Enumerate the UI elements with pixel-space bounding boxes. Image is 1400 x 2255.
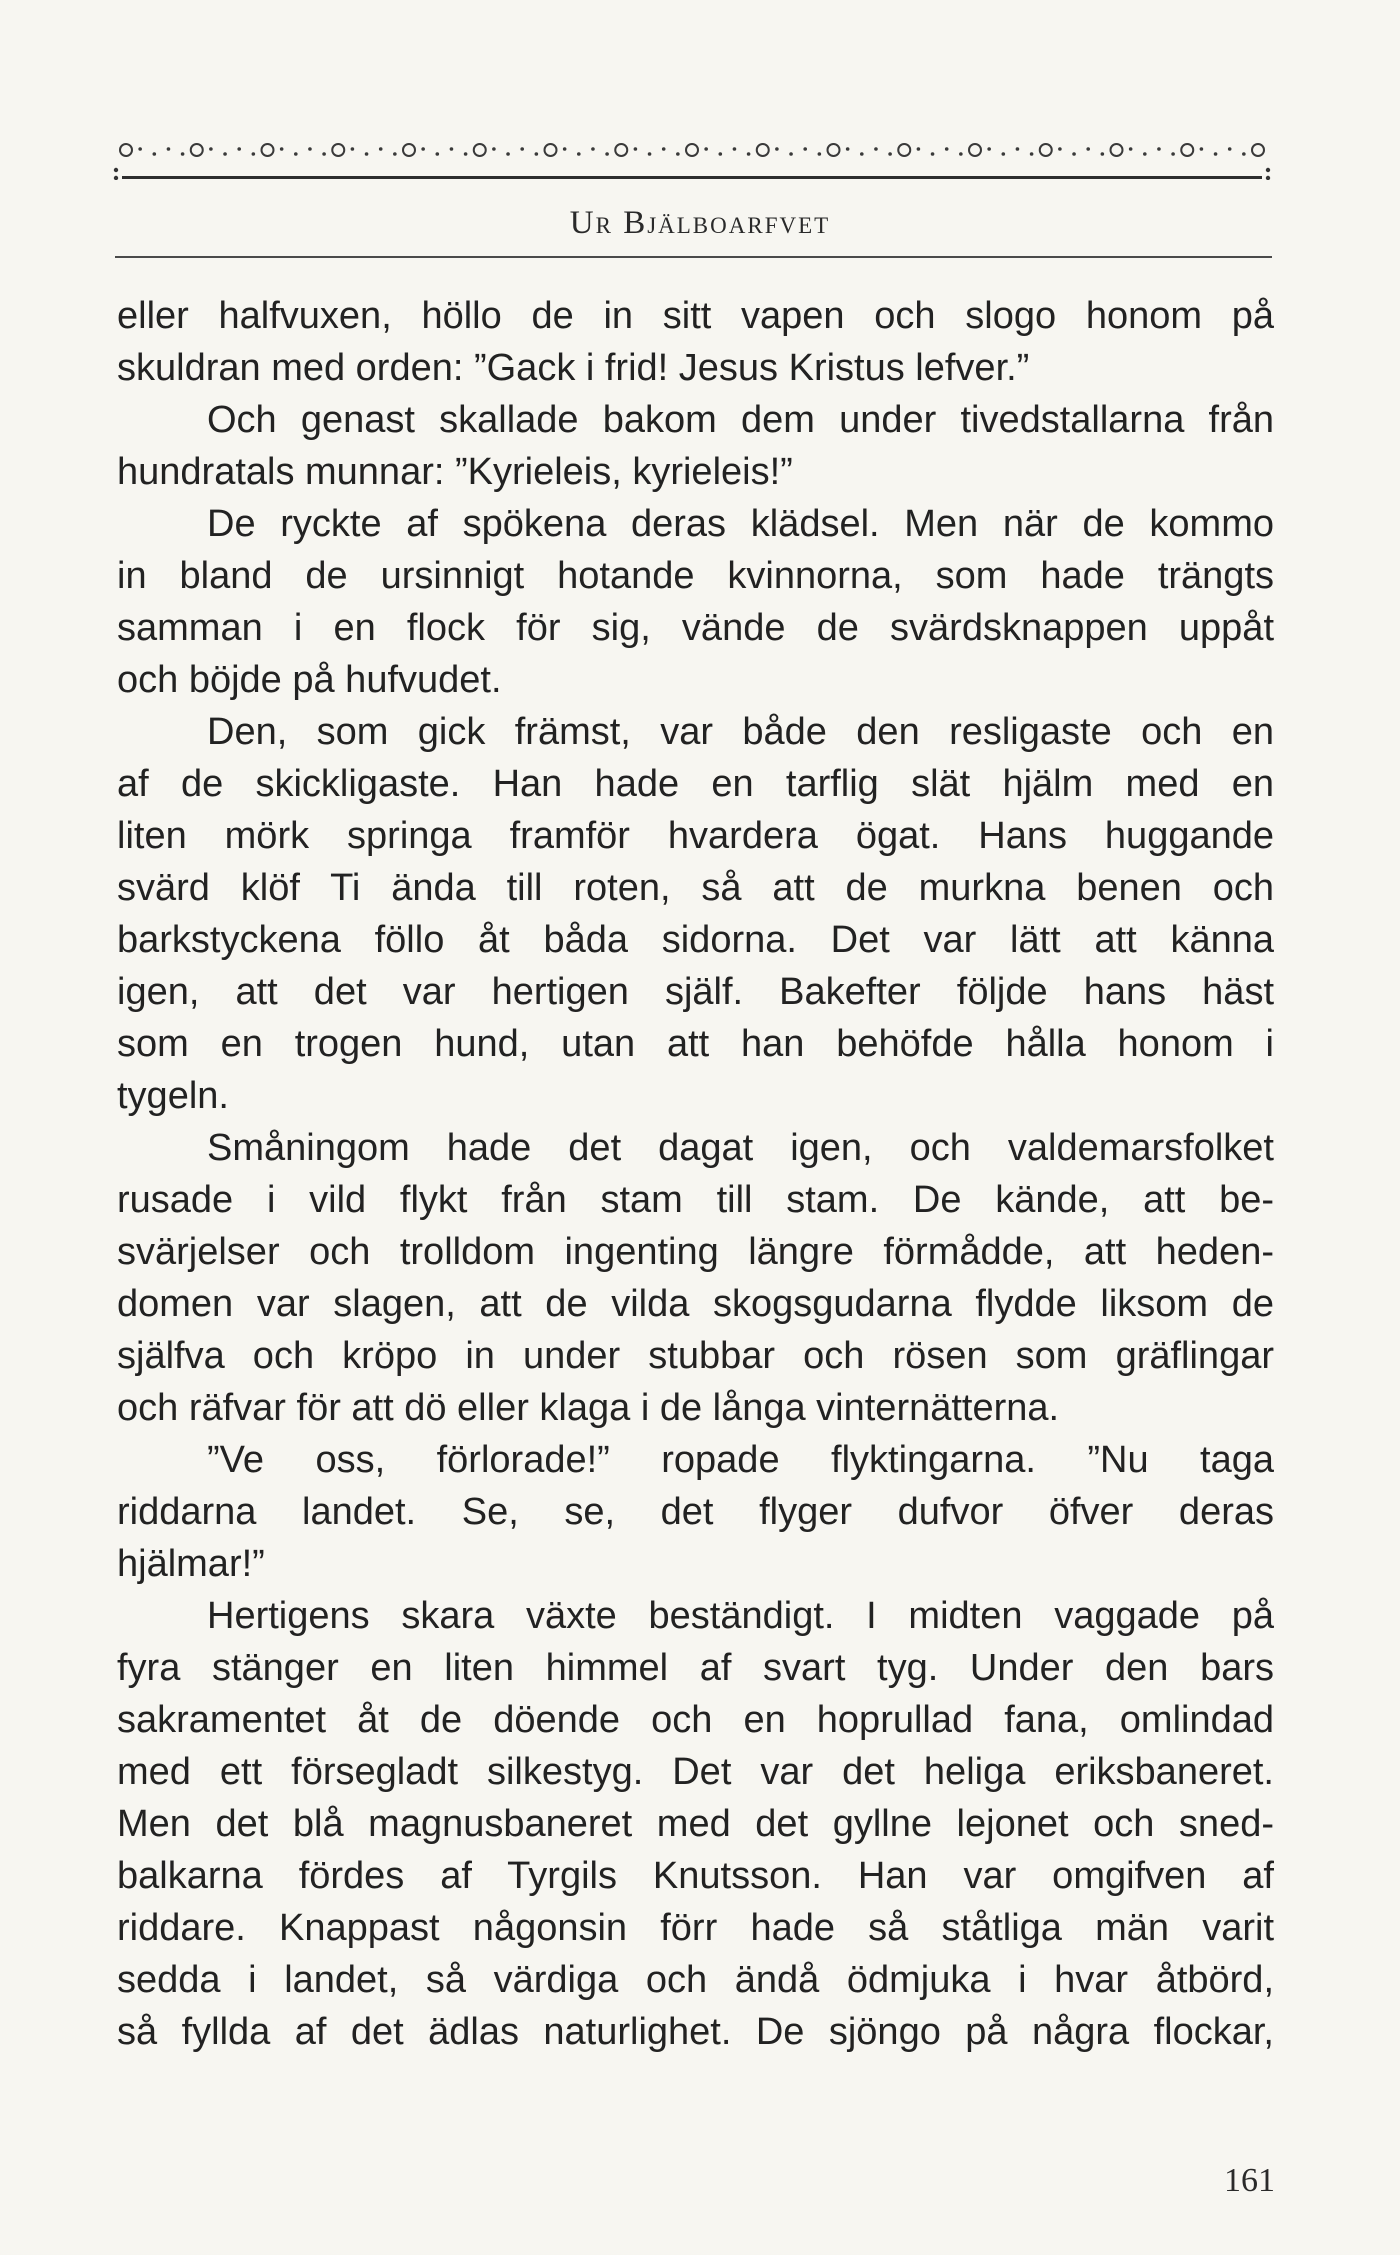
text-line: Den, som gick främst, var både den resligaste och en xyxy=(207,711,1274,753)
text-line: hundratals munnar: ”Kyrieleis, kyrieleis!” xyxy=(117,451,793,493)
header-rule xyxy=(115,256,1272,258)
text-line: samman i en flock för sig, vände de svärdsknappen uppåt xyxy=(117,607,1274,649)
body-text xyxy=(117,290,1274,2058)
text-line: riddarna landet. Se, se, det flyger dufvor öfver deras xyxy=(117,1491,1274,1533)
text-line: Och genast skallade bakom dem under tivedstallarna från xyxy=(207,399,1274,441)
text-line: Hertigens skara växte beständigt. I midten vaggade på xyxy=(207,1595,1274,1637)
text-line: hjälmar!” xyxy=(117,1543,265,1585)
text-line: eller halfvuxen, höllo de in sitt vapen och slogo honom på xyxy=(117,295,1274,337)
text-line: fyra stänger en liten himmel af svart tyg. Under den bars xyxy=(117,1647,1274,1689)
text-line: igen, att det var hertigen själf. Bakefter följde hans häst xyxy=(117,971,1274,1013)
text-line: rusade i vild flykt från stam till stam. De kände, att be- xyxy=(117,1179,1274,1221)
text-line: så fyllda af det ädlas naturlighet. De sjöngo på några flockar, xyxy=(117,2011,1274,2053)
text-line: och räfvar för att dö eller klaga i de långa vinternätterna. xyxy=(117,1387,1060,1429)
text-line: svärd klöf Ti ända till roten, så att de murkna benen och xyxy=(117,867,1274,909)
text-line: själfva och kröpo in under stubbar och rösen som gräflingar xyxy=(117,1335,1274,1377)
text-line: Men det blå magnusbaneret med det gyllne lejonet och sned- xyxy=(117,1803,1274,1845)
running-head: Ur Bjälboarfvet xyxy=(569,205,831,241)
text-line: af de skickligaste. Han hade en tarflig slät hjälm med en xyxy=(117,763,1274,805)
text-line: sedda i landet, så värdiga och ändå ödmjuka i hvar åtbörd, xyxy=(117,1959,1274,2001)
text-line: riddare. Knappast någonsin förr hade så ståtliga män varit xyxy=(117,1907,1274,1949)
text-line: med ett försegladt silkestyg. Det var det heliga eriksbaneret. xyxy=(117,1751,1274,1793)
text-line: barkstyckena föllo åt båda sidorna. Det var lätt att känna xyxy=(117,919,1274,961)
text-line: som en trogen hund, utan att han behöfde hålla honom i xyxy=(117,1023,1274,1065)
text-line: domen var slagen, att de vilda skogsgudarna flydde liksom de xyxy=(117,1283,1274,1325)
text-line: svärjelser och trolldom ingenting längre förmådde, att heden- xyxy=(117,1231,1274,1273)
text-line: skuldran med orden: ”Gack i frid! Jesus Kristus lefver.” xyxy=(117,347,1030,389)
text-line: in bland de ursinnigt hotande kvinnorna, som hade trängts xyxy=(117,555,1274,597)
text-line: liten mörk springa framför hvardera ögat. Hans huggande xyxy=(117,815,1274,857)
text-line: sakramentet åt de döende och en hoprullad fana, omlindad xyxy=(117,1699,1274,1741)
decorative-border-ornament xyxy=(112,120,1272,180)
text-line: tygeln. xyxy=(117,1075,229,1117)
text-line: De ryckte af spökena deras klädsel. Men när de kommo xyxy=(207,503,1274,545)
text-line: ”Ve oss, förlorade!” ropade flyktingarna. ”Nu taga xyxy=(207,1439,1274,1481)
text-line: Småningom hade det dagat igen, och valdemarsfolket xyxy=(207,1127,1274,1169)
text-line: och böjde på hufvudet. xyxy=(117,659,502,701)
page-number: 161 xyxy=(1224,2162,1275,2199)
text-line: balkarna fördes af Tyrgils Knutsson. Han var omgifven af xyxy=(117,1855,1274,1897)
